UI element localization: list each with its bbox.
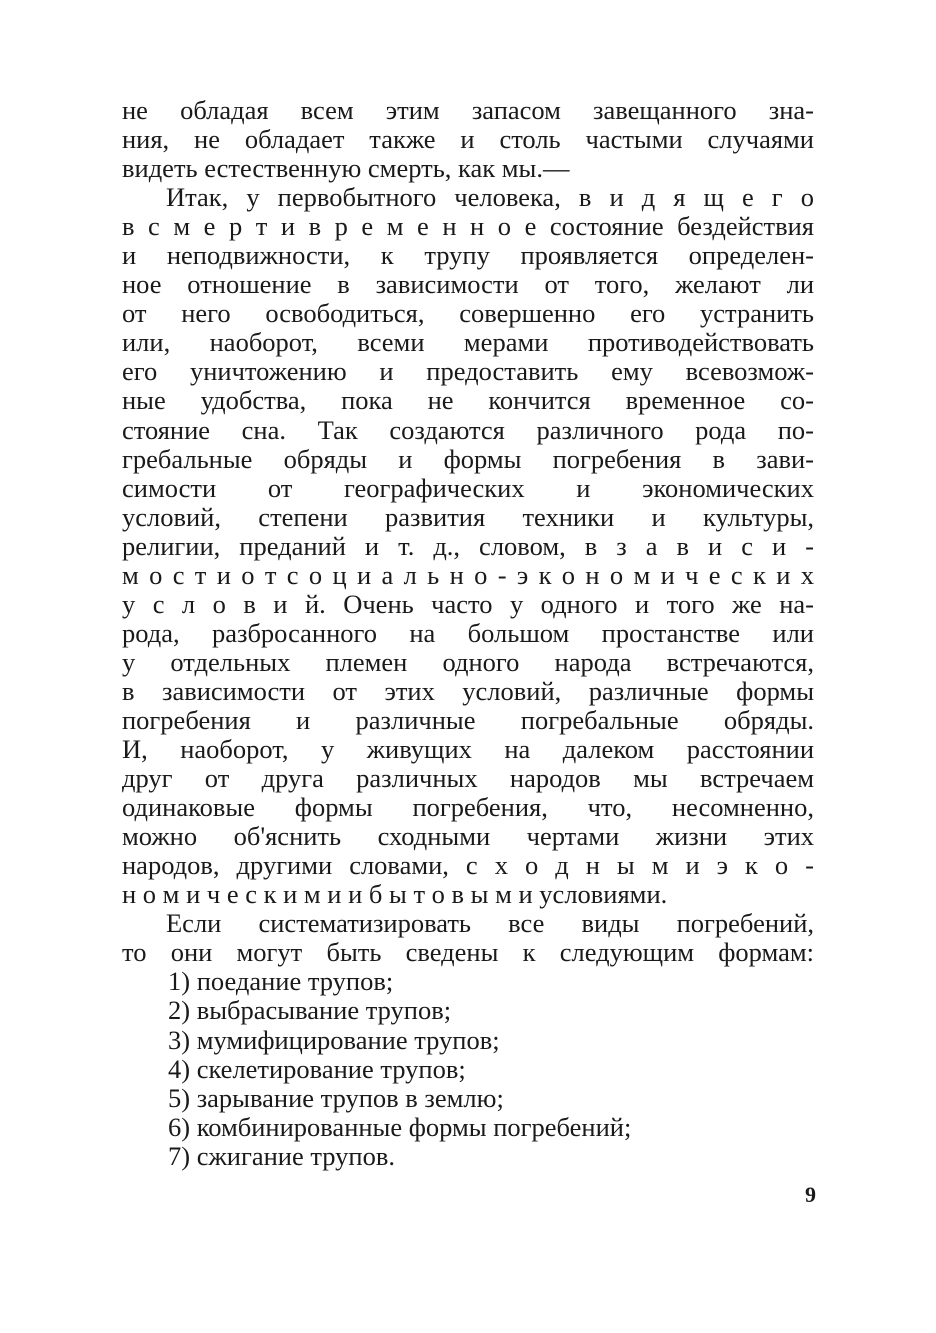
text-line: Если систематизировать все виды погребений, [166,908,814,939]
text-line: видеть естественную смерть, как мы.— [122,153,570,184]
text-line: у с л о в и й. Очень часто у одного и того же на- [122,588,814,619]
list-item: 3) мумифицирование трупов; [168,1024,500,1055]
text-line: условий, степени развития техники и культуры, [122,501,814,532]
paragraph-3 [122,909,814,967]
text-line: стояние сна. Так создаются различного рода по- [122,414,814,445]
text-line: можно об'яснить сходными чертами жизни этих [122,821,814,852]
text-line: и неподвижности, к трупу проявляется определен- [122,240,814,271]
text-line: религии, преданий и т. д., словом, в з а в и с и - [122,530,814,561]
text-line: ные удобства, пока не кончится временное со- [122,385,814,416]
text-line: от него освободиться, совершенно его устранить [122,298,814,329]
text-line: не обладая всем этим запасом завещанного зна- [122,95,814,125]
text-line: одинаковые формы погребения, что, несомненно, [122,792,814,823]
paragraph-1 [122,96,814,183]
list-item: 2) выбрасывание трупов; [168,995,452,1026]
body-text [122,96,814,1171]
text-line: ное отношение в зависимости от того, желают ли [122,269,814,300]
text-line: или, наоборот, всеми мерами противодействовать [122,327,814,358]
list-item: 5) зарывание трупов в землю; [168,1082,504,1113]
text-line: в с м е р т и в р е м е н н о е состояние бездействия [122,211,814,242]
text-line: м о с т и о т с о ц и а л ь н о - э к о н о м и ч е с к и х [122,559,814,590]
text-line: Итак, у первобытного человека, в и д я щ е г о [166,182,814,213]
text-line: рода, разбросанного на большом простанстве или [122,617,814,648]
list-item: 7) сжигание трупов. [168,1140,395,1171]
text-line: гребальные обряды и формы погребения в зави- [122,443,814,474]
text-line: в зависимости от этих условий, различные формы [122,675,814,706]
list-item: 6) комбинированные формы погребений; [168,1111,632,1142]
text-line: народов, другими словами, с х о д н ы м и э к о - [122,850,814,881]
text-line: его уничтожению и предоставить ему всевозмож- [122,356,814,387]
text-line: погребения и различные погребальные обряды. [122,704,814,735]
text-line: н о м и ч е с к и м и и б ы т о в ы м и условиями. [122,879,668,910]
paragraph-2 [122,183,814,909]
list-item: 4) скелетирование трупов; [168,1053,466,1084]
text-line: то они могут быть сведены к следующим формам: [122,937,814,968]
text-line: И, наоборот, у живущих на далеком расстоянии [122,734,814,765]
text-line: друг от друга различных народов мы встречаем [122,763,814,794]
burial-forms-list [122,967,814,1170]
text-line: симости от географических и экономических [122,472,814,503]
list-item: 1) поедание трупов; [168,966,394,997]
text-line: у отдельных племен одного народа встречаются, [122,646,814,677]
page-number: 9 [805,1182,816,1207]
text-line: ния, не обладает также и столь частыми случаями [122,124,814,155]
